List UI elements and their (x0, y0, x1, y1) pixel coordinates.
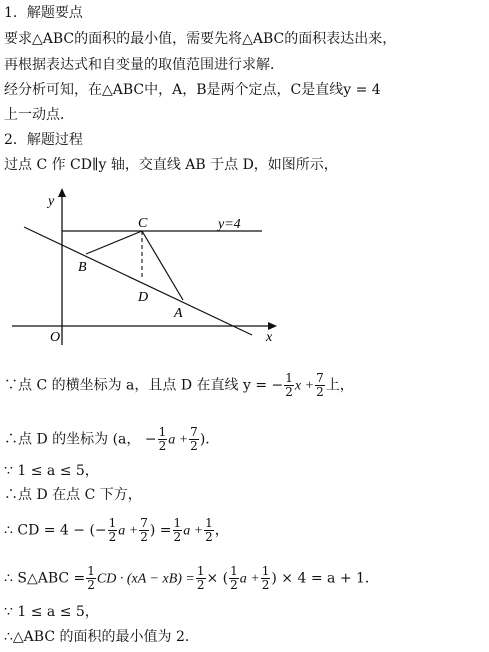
label-b: B (78, 260, 87, 275)
s6-text-a: ∴ S△ABC = (4, 570, 86, 587)
s1-text-b: x + (294, 378, 315, 394)
s2-text-b: a + (168, 432, 189, 448)
solution-line-2 (4, 426, 219, 453)
s5-text-d: a + (183, 523, 204, 539)
solution-line-8: ∴△ABC 的面积的最小值为 2． (4, 629, 199, 645)
label-y: y (48, 194, 55, 209)
s1-text-a: ∵点 C 的横坐标为 a，且点 D 在直线 y = − (4, 377, 284, 394)
section2-heading: 2．解题过程 (4, 132, 83, 148)
s2-text-a: ∴点 D 的坐标为 (a， − (4, 431, 157, 448)
y-axis-arrow-icon (58, 188, 66, 197)
s1-text-c: 上， (325, 377, 354, 394)
fraction: $\frac{1}{2}$ (261, 564, 270, 592)
section1-line-1: 要求△ABC的面积的最小值，需要先将△ABC的面积表达出来， (4, 31, 397, 47)
section1-line-3: 经分析可知，在△ABC中，A，B是两个定点，C是直线y = 4 (4, 82, 381, 98)
segment-ca (142, 231, 183, 300)
label-c: C (138, 216, 148, 231)
segment-bc (86, 231, 142, 254)
fraction: $\frac{7}{2}$ (190, 425, 198, 453)
line-ab (24, 227, 252, 335)
fraction: $\frac{7}{2}$ (140, 516, 148, 544)
label-a: A (174, 306, 183, 321)
x-axis-arrow-icon (268, 322, 277, 330)
solution-line-4: ∴点 D 在点 C 下方， (4, 487, 142, 503)
fraction: $\frac{1}{2}$ (285, 371, 293, 399)
solution-line-3: ∵ 1 ≤ a ≤ 5， (4, 463, 99, 479)
geometry-figure (0, 185, 489, 355)
label-x: x (266, 330, 273, 345)
section1-heading: 1．解题要点 (4, 5, 83, 21)
s6-text-b: CD · (xA − xB) = (96, 571, 195, 587)
label-line-y4: y=4 (218, 217, 241, 232)
fraction: $\frac{1}{2}$ (173, 516, 182, 544)
fraction: $\frac{1}{2}$ (230, 564, 238, 592)
solution-line-6 (4, 565, 379, 592)
solution-line-1 (4, 372, 354, 399)
section1-line-2: 再根据表达式和自变量的取值范围进行求解． (4, 57, 284, 73)
s5-text-b: a + (118, 523, 139, 539)
fraction: $\frac{1}{2}$ (158, 425, 167, 453)
solution-line-7: ∵ 1 ≤ a ≤ 5， (4, 604, 99, 620)
fraction: $\frac{1}{2}$ (87, 564, 95, 592)
s5-text-c: ) = (149, 522, 172, 539)
section1-line-4: 上一动点． (4, 107, 74, 123)
label-d: D (138, 290, 149, 305)
fraction: $\frac{1}{2}$ (196, 564, 205, 592)
section2-intro: 过点 C 作 CD∥y 轴，交直线 AB 于点 D，如图所示， (4, 157, 338, 173)
label-origin: O (50, 330, 61, 345)
s6-text-d: a + (239, 571, 260, 587)
fraction: $\frac{1}{2}$ (205, 516, 213, 544)
s2-text-c: )． (199, 431, 220, 448)
solution-line-5 (4, 517, 229, 544)
s6-text-e: ) × 4 = a + 1． (271, 570, 379, 587)
fraction: $\frac{1}{2}$ (108, 516, 117, 544)
s5-text-a: ∴ CD = 4 − (− (4, 522, 107, 539)
fraction: $\frac{7}{2}$ (316, 371, 324, 399)
s6-text-c: × ( (206, 570, 229, 587)
s5-text-e: ， (214, 522, 229, 539)
